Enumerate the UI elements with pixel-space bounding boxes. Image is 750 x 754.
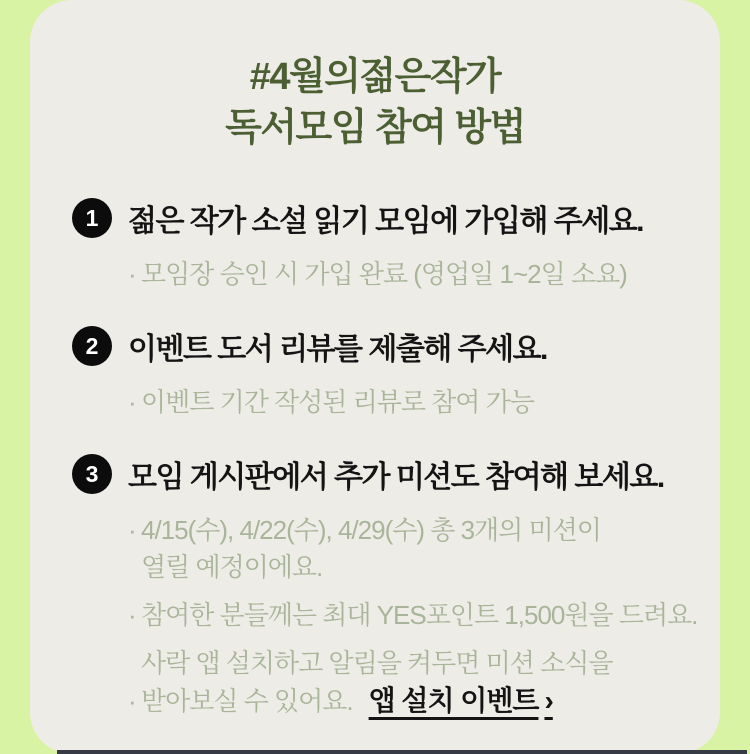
note-group-mission-dates xyxy=(128,512,708,586)
note-line xyxy=(128,384,708,421)
step-item-1 xyxy=(72,196,708,293)
page-title-line1: #4월의젊은작가 xyxy=(249,56,501,98)
step-3-notes xyxy=(128,512,708,720)
bullet-dot: · xyxy=(128,686,136,716)
step-3-number-badge: 3 xyxy=(72,454,112,494)
step-1-number-badge: 1 xyxy=(72,198,112,238)
bullet-dot: · xyxy=(128,259,136,289)
bullet-dot: · xyxy=(128,515,136,545)
step-item-2 xyxy=(72,324,708,421)
steps-list xyxy=(72,196,708,720)
step-2-notes xyxy=(128,384,708,421)
note-line-continuation: 사락 앱 설치하고 알림을 켜두면 미션 소식을 xyxy=(141,648,613,678)
step-1-heading: 젊은 작가 소설 읽기 모임에 가입해 주세요. xyxy=(128,205,644,238)
note-text: 모임장 승인 시 가입 완료 (영업일 1~2일 소요) xyxy=(141,259,627,289)
note-text: 이벤트 기간 작성된 리뷰로 참여 가능 xyxy=(141,387,534,417)
step-1-notes xyxy=(128,256,708,293)
note-group-yes-point xyxy=(128,597,708,634)
page-title xyxy=(0,52,750,154)
chevron-right-icon: › xyxy=(544,685,553,716)
page-title-line2: 독서모임 참여 방법 xyxy=(225,107,525,149)
bullet-dot: · xyxy=(128,387,136,417)
bullet-dot: · xyxy=(128,600,136,630)
step-2-number-badge: 2 xyxy=(72,326,112,366)
note-line xyxy=(128,512,708,549)
step-1-header xyxy=(72,196,708,240)
note-line xyxy=(128,256,708,293)
note-group xyxy=(128,256,708,293)
note-text: 4/15(수), 4/22(수), 4/29(수) 총 3개의 미션이 xyxy=(141,515,601,545)
note-line xyxy=(128,682,708,720)
step-2-heading: 이벤트 도서 리뷰를 제출해 주세요. xyxy=(128,333,547,366)
note-line xyxy=(128,597,708,634)
note-group-app-notice xyxy=(128,645,708,720)
step-2-header xyxy=(72,324,708,368)
note-line-continuation: 열릴 예정이에요. xyxy=(141,552,323,582)
bottom-section-edge xyxy=(57,750,747,754)
step-item-3 xyxy=(72,452,708,720)
note-text: 받아보실 수 있어요. xyxy=(141,686,353,716)
step-3-header xyxy=(72,452,708,496)
app-install-event-link-label: 앱 설치 이벤트 xyxy=(368,685,539,716)
step-3-heading: 모임 게시판에서 추가 미션도 참여해 보세요. xyxy=(128,461,664,494)
app-install-event-link[interactable] xyxy=(369,685,553,716)
note-group xyxy=(128,384,708,421)
note-text: 참여한 분들께는 최대 YES포인트 1,500원을 드려요. xyxy=(141,600,698,630)
